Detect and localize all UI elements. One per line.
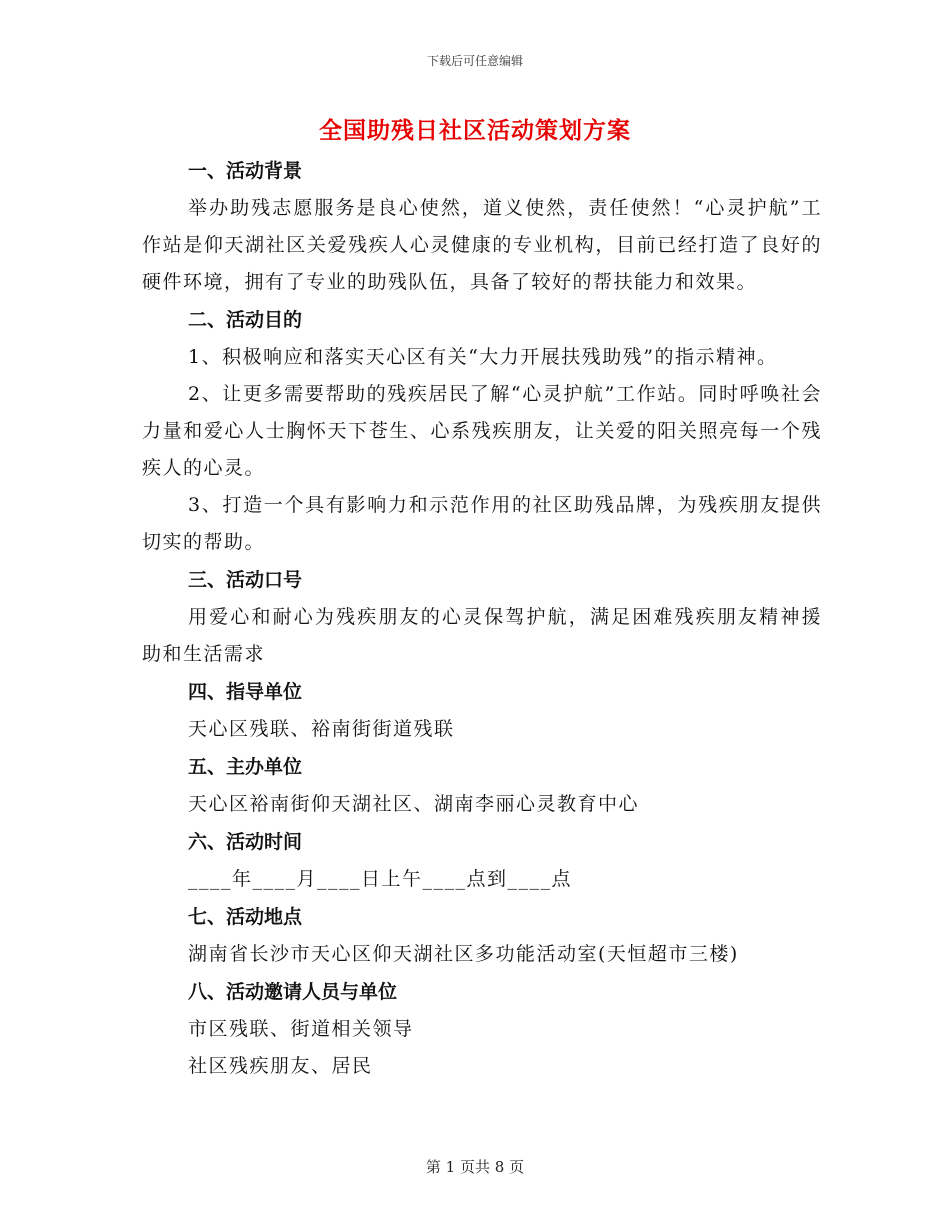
section-heading: 五、主办单位 — [188, 756, 303, 778]
paragraph: 用爱心和耐心为残疾朋友的心灵保驾护航，满足困难残疾朋友精神援助和生活需求 — [142, 606, 822, 665]
document-body — [142, 152, 822, 1085]
page-footer: 第 1 页共 8 页 — [425, 1158, 525, 1176]
page-header: 下载后可任意编辑 — [426, 54, 523, 68]
section-heading: 八、活动邀请人员与单位 — [188, 981, 398, 1003]
paragraph: 举办助残志愿服务是良心使然，道义使然，责任使然！“心灵护航”工作站是仰天湖社区关爱残疾人心灵健康的专业机构，目前已经打造了良好的硬件环境，拥有了专业的助残队伍，具备了较好的帮扶能力和效果。 — [142, 197, 822, 293]
section-heading: 二、活动目的 — [188, 309, 303, 331]
paragraph: ____年____月____日上午____点到____点 — [188, 868, 573, 890]
paragraph: 社区残疾朋友、居民 — [188, 1055, 373, 1077]
paragraph: 2、让更多需要帮助的残疾居民了解“心灵护航”工作站。同时呼唤社会力量和爱心人士胸怀天下苍生、心系残疾朋友，让关爱的阳关照亮每一个残疾人的心灵。 — [142, 383, 822, 479]
section-heading: 一、活动背景 — [188, 160, 303, 182]
paragraph: 天心区裕南街仰天湖社区、湖南李丽心灵教育中心 — [188, 793, 640, 815]
paragraph: 3、打造一个具有影响力和示范作用的社区助残品牌，为残疾朋友提供切实的帮助。 — [142, 494, 822, 553]
document-title: 全国助残日社区活动策划方案 — [319, 117, 631, 144]
section-heading: 四、指导单位 — [188, 681, 303, 703]
paragraph: 市区残联、街道相关领导 — [188, 1018, 414, 1040]
section-heading: 三、活动口号 — [188, 569, 303, 591]
section-heading: 六、活动时间 — [188, 831, 303, 853]
paragraph: 1、积极响应和落实天心区有关“大力开展扶残助残”的指示精神。 — [188, 346, 778, 368]
section-heading: 七、活动地点 — [188, 906, 303, 928]
paragraph: 天心区残联、裕南街街道残联 — [188, 718, 455, 740]
paragraph: 湖南省长沙市天心区仰天湖社区多功能活动室(天恒超市三楼) — [188, 943, 739, 965]
